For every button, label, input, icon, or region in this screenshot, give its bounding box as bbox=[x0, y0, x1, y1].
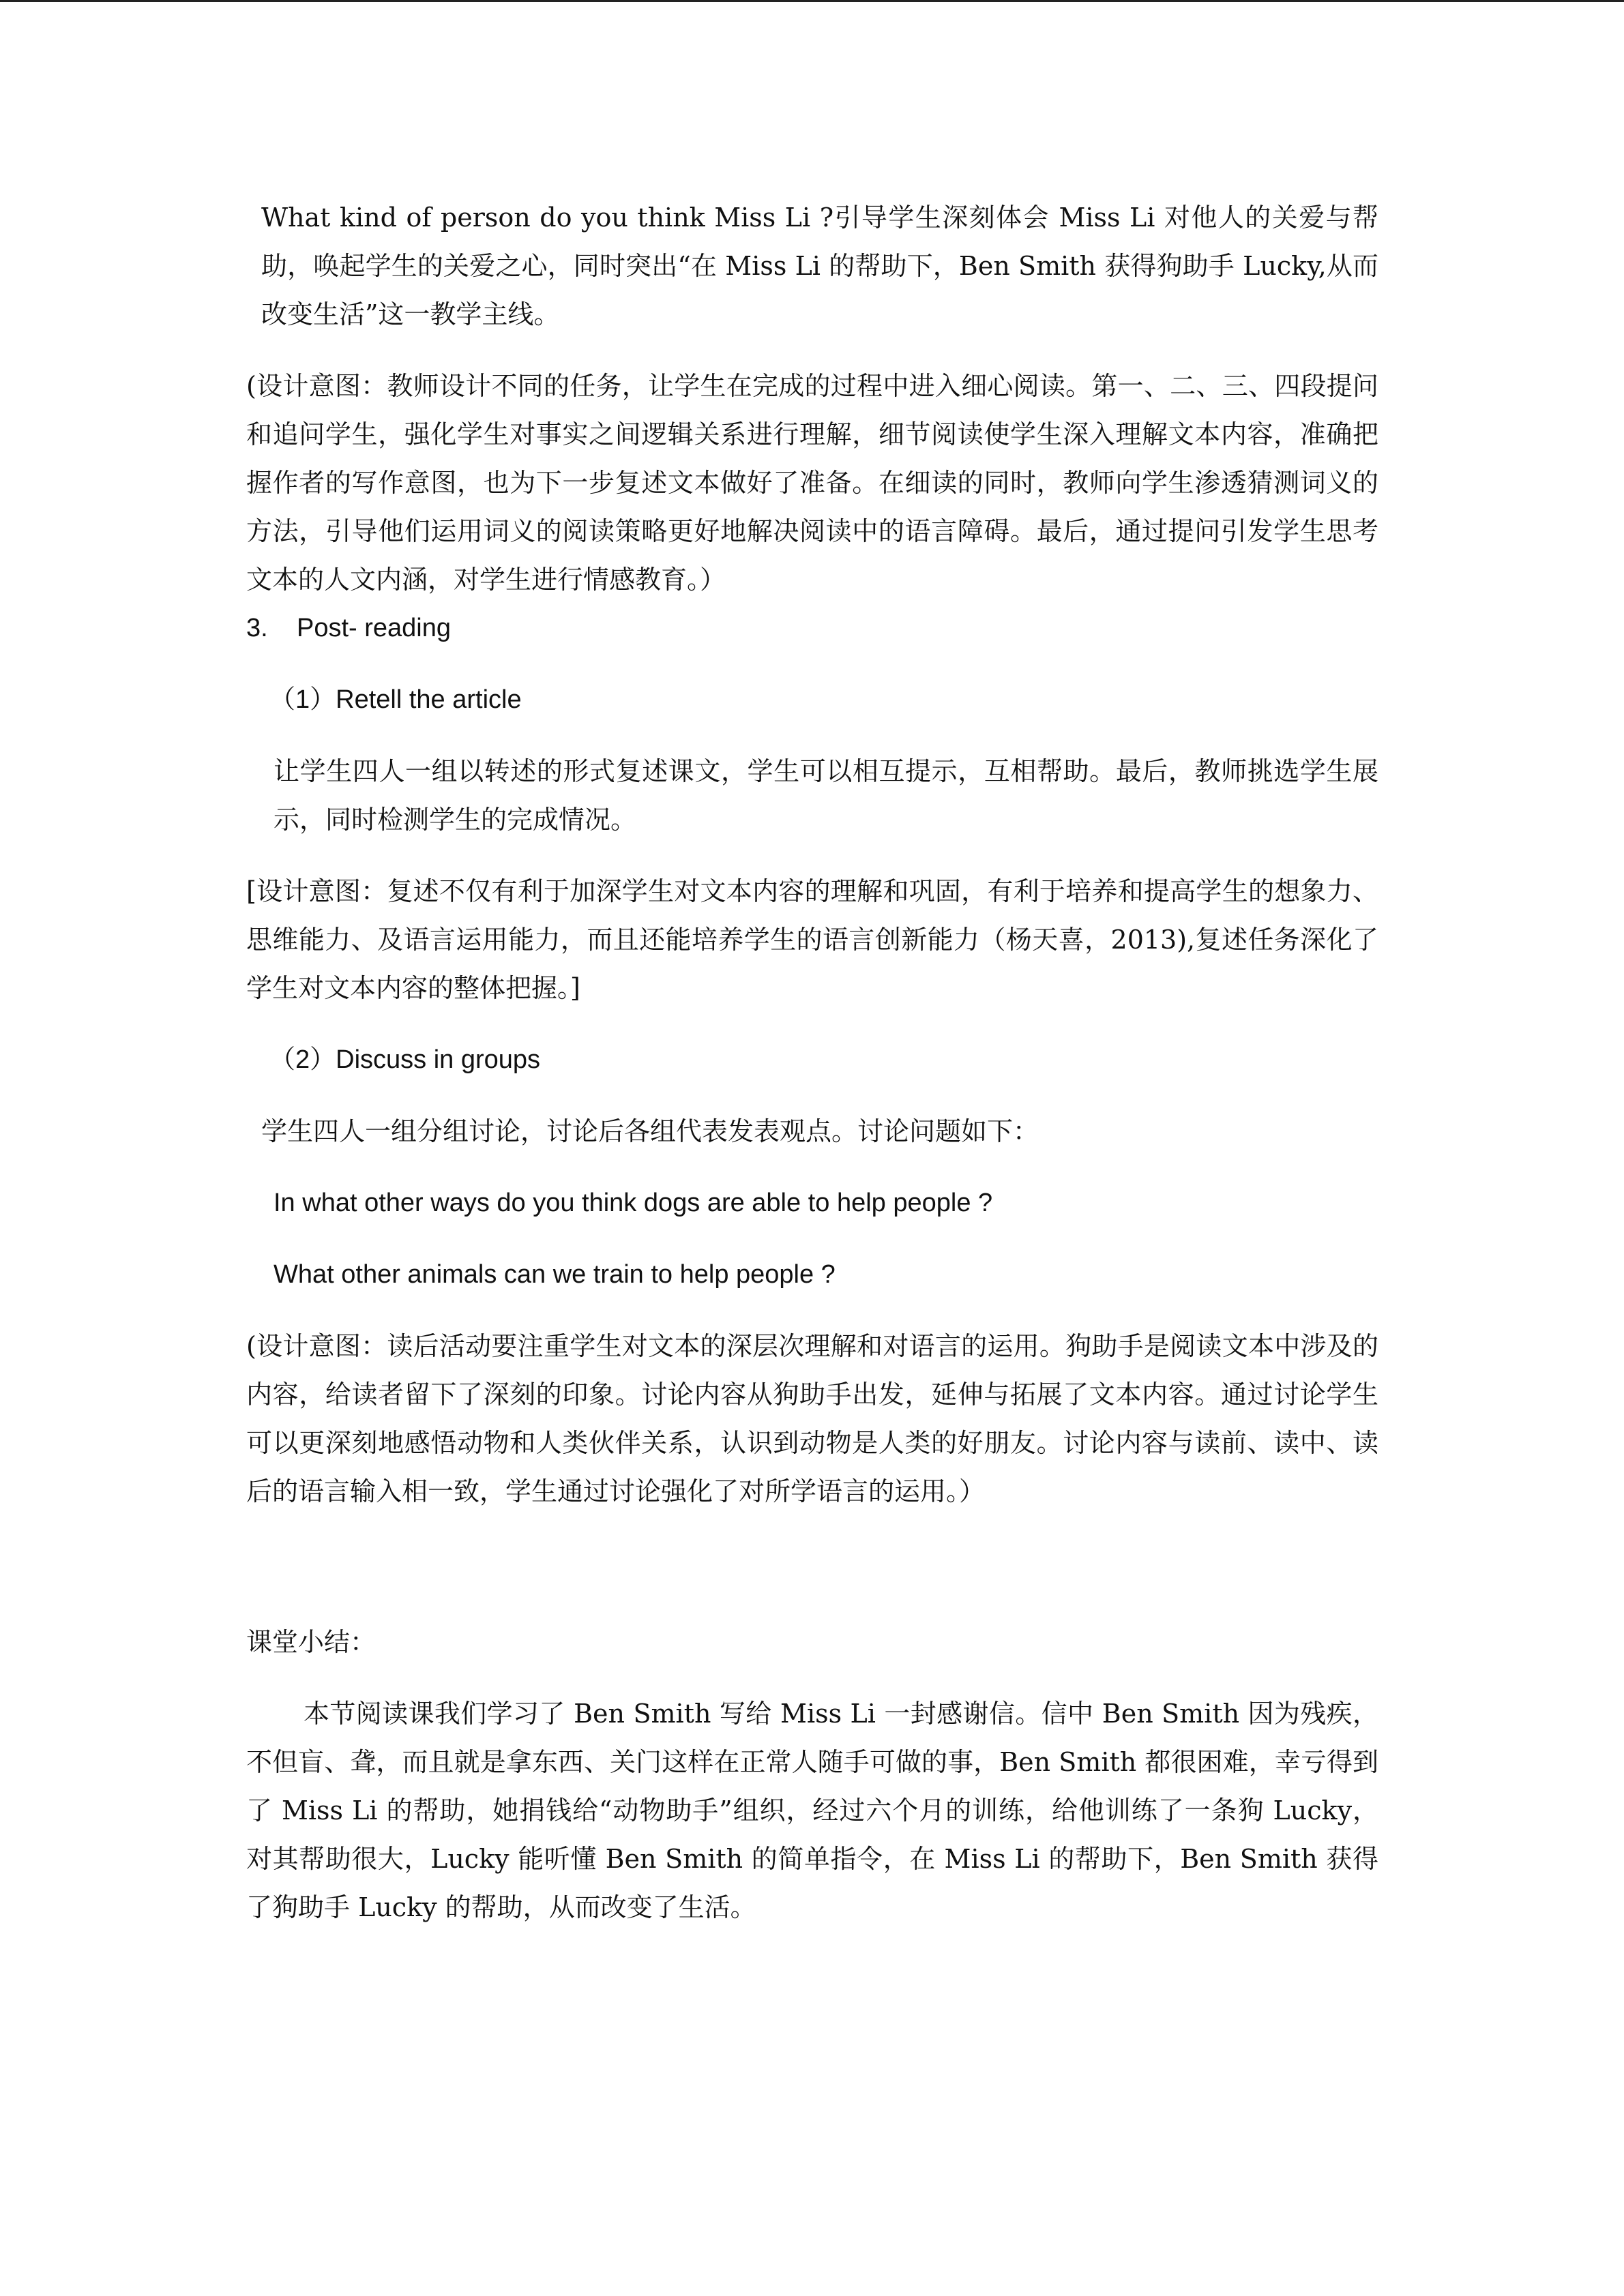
section-number: 3. bbox=[246, 614, 268, 642]
section-title: Post- reading bbox=[297, 614, 452, 642]
document-body bbox=[246, 194, 1378, 1932]
design-intent-discuss: (设计意图：读后活动要注重学生对文本的深层次理解和对语言的运用。狗助手是阅读文本中涉及的内容，给读者留下了深刻的印象。讨论内容从狗助手出发，延伸与拓展了文本内容。通过讨论学生可以更深刻地感悟动物和人类伙伴关系，认识到动物是人类的好朋友。讨论内容与读前、读中、读后的语言输入相一致，学生通过讨论强化了对所学语言的运用。） bbox=[246, 1331, 1378, 1506]
subsection-discuss-heading: （2）Discuss in groups bbox=[269, 1045, 541, 1074]
design-intent-retell: [设计意图：复述不仅有利于加深学生对文本内容的理解和巩固，有利于培养和提高学生的想象力、思维能力、及语言运用能力，而且还能培养学生的语言创新能力（杨天喜，2013),复述任务深化了学生对文本内容的整体把握。] bbox=[246, 876, 1378, 1003]
summary-heading: 课堂小结： bbox=[246, 1627, 377, 1657]
top-border bbox=[0, 0, 1624, 2]
discuss-paragraph: 学生四人一组分组讨论，讨论后各组代表发表观点。讨论问题如下： bbox=[261, 1116, 1039, 1146]
retell-paragraph: 让学生四人一组以转述的形式复述课文，学生可以相互提示，互相帮助。最后，教师挑选学生展示，同时检测学生的完成情况。 bbox=[274, 756, 1378, 835]
design-intent-reading: (设计意图：教师设计不同的任务，让学生在完成的过程中进入细心阅读。第一、二、三、四段提问和追问学生，强化学生对事实之间逻辑关系进行理解，细节阅读使学生深入理解文本内容，准确把握作者的写作意图，也为下一步复述文本做好了准备。在细读的同时，教师向学生渗透猜测词义的方法，引导他们运用词义的阅读策略更好地解决阅读中的语言障碍。最后，通过提问引发学生思考文本的人文内涵，对学生进行情感教育。） bbox=[246, 371, 1378, 595]
summary-paragraph: 本节阅读课我们学习了 Ben Smith 写给 Miss Li 一封感谢信。信中 Ben Smith 因为残疾，不但盲、聋，而且就是拿东西、关门这样在正常人随手可做的事，Ben Smith 都很困难，幸亏得到了 Miss Li 的帮助，她捐钱给“动物助手”组织，经过六个月的训练，给他训练了一条狗 Lucky，对其帮助很大，Lucky 能听懂 Ben Smith 的简单指令，在 Miss Li 的帮助下，Ben Smith 获得了狗助手 Lucky 的帮助，从而改变了生活。 bbox=[246, 1699, 1378, 1922]
miss-li-paragraph: What kind of person do you think Miss Li ?引导学生深刻体会 Miss Li 对他人的关爱与帮助，唤起学生的关爱之心，同时突出“在 Miss Li 的帮助下，Ben Smith 获得狗助手 Lucky,从而改变生活”这一教学主线。 bbox=[261, 203, 1378, 329]
discussion-question-1: In what other ways do you think dogs are able to help people ? bbox=[274, 1189, 993, 1217]
subsection-retell-heading: （1）Retell the article bbox=[269, 685, 522, 714]
discussion-question-2: What other animals can we train to help people ? bbox=[274, 1260, 836, 1289]
section-heading-post-reading bbox=[246, 604, 1378, 653]
